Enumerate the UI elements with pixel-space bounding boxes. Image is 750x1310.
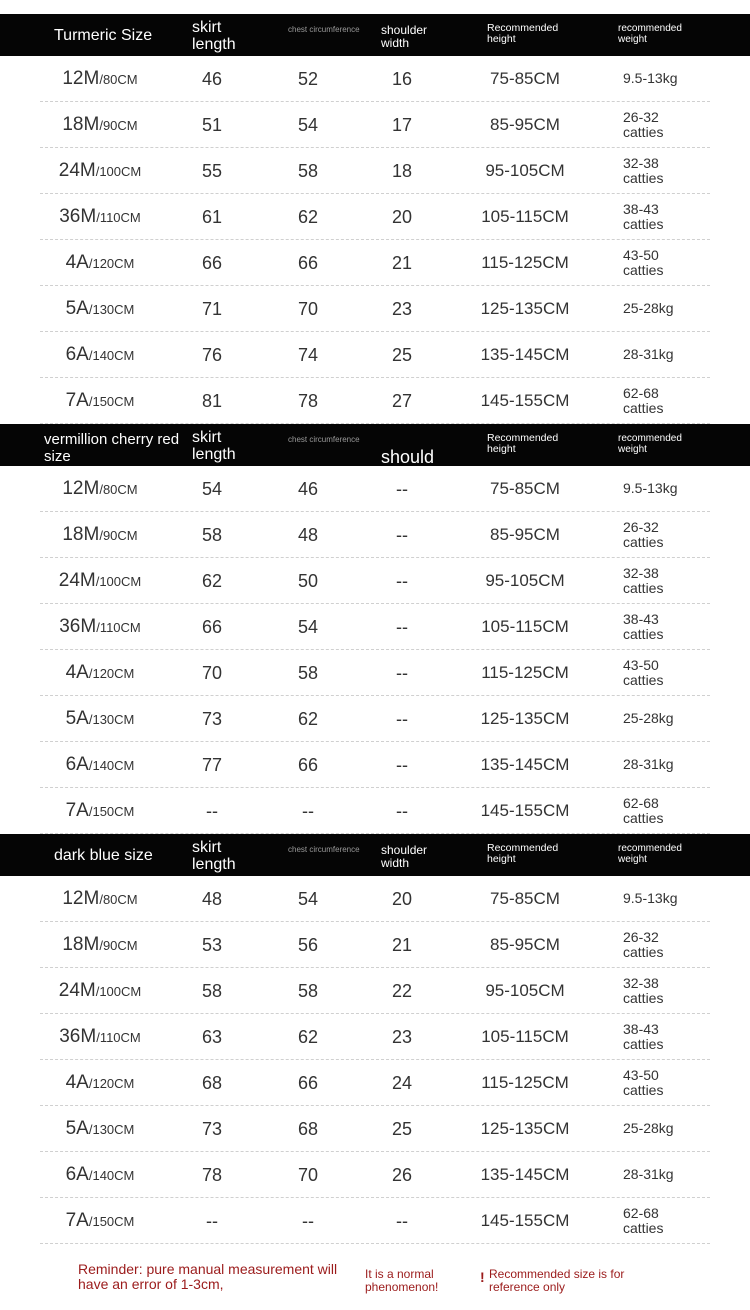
header-chest: chest circumference bbox=[288, 845, 360, 854]
chest-cell: 50 bbox=[297, 570, 319, 591]
size-label: 24M bbox=[58, 980, 96, 1001]
size-cell bbox=[20, 650, 180, 696]
size-label: 12M bbox=[62, 888, 100, 909]
weight-value: 43-50 catties bbox=[623, 1066, 664, 1098]
size-cell bbox=[20, 512, 180, 558]
weight-cell bbox=[623, 512, 733, 558]
skirt-length-cell: 77 bbox=[201, 754, 223, 775]
chest-cell: 62 bbox=[297, 206, 319, 227]
shoulder-cell: 20 bbox=[391, 206, 413, 227]
size-cm: /80CM bbox=[99, 891, 138, 907]
weight-value: 38-43 catties bbox=[623, 610, 664, 642]
header-skirt-length: skirt length bbox=[192, 839, 236, 873]
weight-value: 43-50 catties bbox=[623, 656, 664, 688]
table-row bbox=[0, 1060, 750, 1106]
normal-phenomenon-text: It is a normal phenomenon! bbox=[365, 1267, 439, 1295]
size-cell bbox=[20, 1198, 180, 1244]
size-cm: /110CM bbox=[96, 619, 141, 635]
table-row bbox=[0, 1198, 750, 1244]
height-cell: 75-85CM bbox=[490, 479, 560, 498]
chest-cell: 58 bbox=[297, 662, 319, 683]
size-label: 18M bbox=[62, 934, 100, 955]
chest-cell: 62 bbox=[297, 1026, 319, 1047]
weight-cell bbox=[623, 922, 733, 968]
size-label: 4A bbox=[65, 662, 89, 683]
chest-cell: 68 bbox=[297, 1118, 319, 1139]
height-cell: 115-125CM bbox=[481, 253, 569, 272]
table-row bbox=[0, 56, 750, 102]
shoulder-cell: -- bbox=[396, 800, 408, 821]
height-cell: 135-145CM bbox=[480, 1165, 570, 1184]
shoulder-cell: 17 bbox=[391, 114, 413, 135]
height-cell: 135-145CM bbox=[480, 755, 570, 774]
shoulder-cell: 16 bbox=[391, 68, 413, 89]
size-label: 5A bbox=[65, 708, 89, 729]
skirt-length-cell: 58 bbox=[201, 524, 223, 545]
chest-cell: 54 bbox=[297, 616, 319, 637]
chest-cell: 54 bbox=[297, 888, 319, 909]
size-cm: /130CM bbox=[88, 301, 135, 317]
size-cell bbox=[20, 788, 180, 834]
weight-value: 9.5-13kg bbox=[623, 70, 678, 87]
size-cm: /110CM bbox=[96, 1029, 141, 1045]
skirt-length-cell: -- bbox=[206, 1210, 218, 1231]
weight-cell bbox=[623, 286, 733, 332]
skirt-length-cell: 61 bbox=[201, 206, 223, 227]
skirt-length-cell: 78 bbox=[201, 1164, 223, 1185]
size-cell bbox=[20, 56, 180, 102]
size-cm: /80CM bbox=[99, 71, 138, 87]
size-table-vermillion bbox=[0, 424, 750, 834]
weight-value: 25-28kg bbox=[623, 300, 674, 317]
size-label: 4A bbox=[65, 1072, 89, 1093]
header-weight: recommended weight bbox=[618, 433, 682, 455]
shoulder-cell: 24 bbox=[391, 1072, 413, 1093]
shoulder-cell: 21 bbox=[391, 934, 413, 955]
height-cell: 75-85CM bbox=[490, 889, 560, 908]
size-label: 24M bbox=[58, 570, 96, 591]
shoulder-cell: 21 bbox=[391, 252, 413, 273]
skirt-length-cell: 73 bbox=[201, 708, 223, 729]
table-header bbox=[0, 14, 750, 56]
weight-value: 25-28kg bbox=[623, 710, 674, 727]
size-cell bbox=[20, 1152, 180, 1198]
weight-value: 28-31kg bbox=[623, 346, 674, 363]
size-label: 36M bbox=[59, 616, 97, 637]
table-body bbox=[0, 466, 750, 834]
weight-cell bbox=[623, 378, 733, 424]
chest-cell: 66 bbox=[297, 252, 319, 273]
footer-note bbox=[0, 1258, 750, 1310]
size-cell bbox=[20, 332, 180, 378]
weight-value: 28-31kg bbox=[623, 756, 674, 773]
shoulder-cell: 27 bbox=[391, 390, 413, 411]
header-size: vermillion cherry red size bbox=[44, 431, 180, 465]
weight-value: 26-32 catties bbox=[623, 928, 664, 960]
shoulder-cell: 22 bbox=[391, 980, 413, 1001]
weight-cell bbox=[623, 332, 733, 378]
size-cm: /150CM bbox=[88, 393, 135, 409]
size-cell bbox=[20, 968, 180, 1014]
size-label: 7A bbox=[65, 800, 89, 821]
weight-cell bbox=[623, 650, 733, 696]
table-header bbox=[0, 424, 750, 466]
weight-cell bbox=[623, 148, 733, 194]
height-cell: 125-135CM bbox=[480, 709, 570, 728]
shoulder-cell: 25 bbox=[391, 1118, 413, 1139]
size-cm: /140CM bbox=[88, 757, 135, 773]
header-height: Recommended height bbox=[487, 22, 559, 46]
chest-cell: 78 bbox=[297, 390, 319, 411]
weight-cell bbox=[623, 1152, 733, 1198]
height-cell: 125-135CM bbox=[480, 299, 570, 318]
size-label: 5A bbox=[65, 298, 89, 319]
size-label: 6A bbox=[65, 1164, 89, 1185]
header-size: Turmeric Size bbox=[54, 27, 153, 44]
chest-cell: 70 bbox=[297, 298, 319, 319]
table-body bbox=[0, 876, 750, 1244]
size-cm: /150CM bbox=[88, 1213, 135, 1229]
shoulder-cell: -- bbox=[396, 708, 408, 729]
weight-cell bbox=[623, 56, 733, 102]
size-cm: /100CM bbox=[95, 163, 142, 179]
header-chest: chest circumference bbox=[288, 435, 360, 444]
shoulder-cell: -- bbox=[396, 662, 408, 683]
weight-cell bbox=[623, 788, 733, 834]
weight-value: 62-68 catties bbox=[623, 794, 664, 826]
weight-value: 28-31kg bbox=[623, 1166, 674, 1183]
chest-cell: -- bbox=[302, 800, 314, 821]
table-row bbox=[0, 558, 750, 604]
weight-value: 62-68 catties bbox=[623, 1204, 664, 1236]
size-label: 7A bbox=[65, 390, 89, 411]
skirt-length-cell: 76 bbox=[201, 344, 223, 365]
size-cm: /140CM bbox=[88, 347, 135, 363]
chest-cell: 62 bbox=[297, 708, 319, 729]
table-row bbox=[0, 148, 750, 194]
chest-cell: 54 bbox=[297, 114, 319, 135]
header-skirt-length: skirt length bbox=[192, 429, 236, 463]
chest-cell: 70 bbox=[297, 1164, 319, 1185]
weight-cell bbox=[623, 876, 733, 922]
size-cell bbox=[20, 378, 180, 424]
weight-cell bbox=[623, 1014, 733, 1060]
skirt-length-cell: -- bbox=[206, 800, 218, 821]
height-cell: 95-105CM bbox=[485, 981, 565, 1000]
size-cm: /100CM bbox=[95, 983, 142, 999]
shoulder-cell: 25 bbox=[391, 344, 413, 365]
size-cell bbox=[20, 876, 180, 922]
shoulder-cell: 23 bbox=[391, 298, 413, 319]
size-cm: /90CM bbox=[99, 937, 138, 953]
height-cell: 95-105CM bbox=[485, 571, 565, 590]
skirt-length-cell: 71 bbox=[201, 298, 223, 319]
size-cell bbox=[20, 696, 180, 742]
height-cell: 125-135CM bbox=[480, 1119, 570, 1138]
size-cm: /120CM bbox=[88, 665, 135, 681]
height-cell: 115-125CM bbox=[481, 663, 569, 682]
table-row bbox=[0, 286, 750, 332]
skirt-length-cell: 73 bbox=[201, 1118, 223, 1139]
shoulder-cell: -- bbox=[396, 524, 408, 545]
skirt-length-cell: 48 bbox=[201, 888, 223, 909]
reminder-text: Reminder: pure manual measurement will have an error of 1-3cm, bbox=[78, 1261, 338, 1293]
height-cell: 115-125CM bbox=[481, 1073, 569, 1092]
size-label: 12M bbox=[62, 478, 100, 499]
skirt-length-cell: 63 bbox=[201, 1026, 223, 1047]
weight-cell bbox=[623, 696, 733, 742]
table-row bbox=[0, 876, 750, 922]
size-label: 5A bbox=[65, 1118, 89, 1139]
chest-cell: 66 bbox=[297, 754, 319, 775]
weight-cell bbox=[623, 968, 733, 1014]
table-row bbox=[0, 650, 750, 696]
shoulder-cell: -- bbox=[396, 616, 408, 637]
size-cm: /130CM bbox=[88, 711, 135, 727]
size-cell bbox=[20, 102, 180, 148]
table-row bbox=[0, 922, 750, 968]
size-label: 36M bbox=[59, 1026, 97, 1047]
size-cell bbox=[20, 1106, 180, 1152]
weight-value: 9.5-13kg bbox=[623, 890, 678, 907]
weight-value: 38-43 catties bbox=[623, 200, 664, 232]
size-cm: /130CM bbox=[88, 1121, 135, 1137]
skirt-length-cell: 58 bbox=[201, 980, 223, 1001]
size-cell bbox=[20, 286, 180, 332]
size-cm: /140CM bbox=[88, 1167, 135, 1183]
size-cm: /90CM bbox=[99, 117, 138, 133]
chest-cell: 52 bbox=[297, 68, 319, 89]
size-table-dark-blue bbox=[0, 834, 750, 1244]
size-table-turmeric bbox=[0, 14, 750, 424]
size-cell bbox=[20, 466, 180, 512]
chest-cell: 58 bbox=[297, 980, 319, 1001]
size-label: 18M bbox=[62, 524, 100, 545]
height-cell: 105-115CM bbox=[481, 617, 569, 636]
size-cm: /120CM bbox=[88, 255, 135, 271]
weight-cell bbox=[623, 466, 733, 512]
header-size: dark blue size bbox=[54, 847, 153, 864]
exclamation-icon: ! bbox=[480, 1269, 485, 1285]
size-label: 18M bbox=[62, 114, 100, 135]
size-cm: /110CM bbox=[96, 209, 141, 225]
shoulder-cell: -- bbox=[396, 478, 408, 499]
chest-cell: 66 bbox=[297, 1072, 319, 1093]
table-row bbox=[0, 102, 750, 148]
chest-cell: 74 bbox=[297, 344, 319, 365]
weight-value: 38-43 catties bbox=[623, 1020, 664, 1052]
header-skirt-length: skirt length bbox=[192, 19, 236, 53]
table-row bbox=[0, 378, 750, 424]
size-cell bbox=[20, 558, 180, 604]
size-label: 4A bbox=[65, 252, 89, 273]
header-height: Recommended height bbox=[487, 432, 559, 456]
size-cm: /100CM bbox=[95, 573, 142, 589]
height-cell: 145-155CM bbox=[480, 801, 570, 820]
table-row bbox=[0, 696, 750, 742]
table-row bbox=[0, 1106, 750, 1152]
table-row bbox=[0, 742, 750, 788]
size-cell bbox=[20, 1060, 180, 1106]
size-label: 24M bbox=[58, 160, 96, 181]
weight-cell bbox=[623, 558, 733, 604]
size-label: 6A bbox=[65, 754, 89, 775]
height-cell: 135-145CM bbox=[480, 345, 570, 364]
table-row bbox=[0, 194, 750, 240]
table-row bbox=[0, 332, 750, 378]
size-cm: /150CM bbox=[88, 803, 135, 819]
table-row bbox=[0, 788, 750, 834]
reference-text: Recommended size is for reference only bbox=[489, 1267, 625, 1295]
weight-value: 26-32 catties bbox=[623, 108, 664, 140]
table-row bbox=[0, 240, 750, 286]
skirt-length-cell: 46 bbox=[201, 68, 223, 89]
shoulder-cell: 20 bbox=[391, 888, 413, 909]
shoulder-cell: 18 bbox=[391, 160, 413, 181]
header-shoulder: should bbox=[381, 447, 435, 467]
weight-cell bbox=[623, 1198, 733, 1244]
header-shoulder: shoulder width bbox=[381, 23, 428, 50]
weight-cell bbox=[623, 1106, 733, 1152]
size-cell bbox=[20, 742, 180, 788]
skirt-length-cell: 70 bbox=[201, 662, 223, 683]
header-chest: chest circumference bbox=[288, 25, 360, 34]
chest-cell: 56 bbox=[297, 934, 319, 955]
height-cell: 145-155CM bbox=[480, 1211, 570, 1230]
weight-cell bbox=[623, 604, 733, 650]
shoulder-cell: -- bbox=[396, 1210, 408, 1231]
size-label: 36M bbox=[59, 206, 97, 227]
weight-value: 25-28kg bbox=[623, 1120, 674, 1137]
size-cell bbox=[20, 1014, 180, 1060]
table-row bbox=[0, 466, 750, 512]
size-label: 12M bbox=[62, 68, 100, 89]
table-row bbox=[0, 512, 750, 558]
table-header bbox=[0, 834, 750, 876]
chest-cell: -- bbox=[302, 1210, 314, 1231]
height-cell: 105-115CM bbox=[481, 1027, 569, 1046]
weight-value: 32-38 catties bbox=[623, 564, 664, 596]
size-label: 6A bbox=[65, 344, 89, 365]
height-cell: 95-105CM bbox=[485, 161, 565, 180]
height-cell: 75-85CM bbox=[490, 69, 560, 88]
weight-cell bbox=[623, 1060, 733, 1106]
weight-cell bbox=[623, 742, 733, 788]
weight-cell bbox=[623, 240, 733, 286]
skirt-length-cell: 66 bbox=[201, 616, 223, 637]
shoulder-cell: -- bbox=[396, 754, 408, 775]
size-cm: /80CM bbox=[99, 481, 138, 497]
size-cell bbox=[20, 240, 180, 286]
size-cm: /90CM bbox=[99, 527, 138, 543]
skirt-length-cell: 51 bbox=[201, 114, 223, 135]
header-height: Recommended height bbox=[487, 842, 559, 866]
size-cell bbox=[20, 604, 180, 650]
skirt-length-cell: 68 bbox=[201, 1072, 223, 1093]
weight-cell bbox=[623, 102, 733, 148]
skirt-length-cell: 55 bbox=[201, 160, 223, 181]
size-cell bbox=[20, 148, 180, 194]
table-row bbox=[0, 1152, 750, 1198]
weight-value: 26-32 catties bbox=[623, 518, 664, 550]
weight-value: 9.5-13kg bbox=[623, 480, 678, 497]
chest-cell: 46 bbox=[297, 478, 319, 499]
header-shoulder: shoulder width bbox=[381, 843, 428, 870]
weight-value: 32-38 catties bbox=[623, 974, 664, 1006]
weight-value: 62-68 catties bbox=[623, 384, 664, 416]
skirt-length-cell: 54 bbox=[201, 478, 223, 499]
skirt-length-cell: 62 bbox=[201, 570, 223, 591]
size-cell bbox=[20, 922, 180, 968]
chest-cell: 58 bbox=[297, 160, 319, 181]
weight-value: 43-50 catties bbox=[623, 246, 664, 278]
size-cell bbox=[20, 194, 180, 240]
height-cell: 105-115CM bbox=[481, 207, 569, 226]
shoulder-cell: 23 bbox=[391, 1026, 413, 1047]
height-cell: 85-95CM bbox=[490, 525, 560, 544]
table-row bbox=[0, 1014, 750, 1060]
skirt-length-cell: 81 bbox=[201, 390, 223, 411]
height-cell: 145-155CM bbox=[480, 391, 570, 410]
skirt-length-cell: 66 bbox=[201, 252, 223, 273]
height-cell: 85-95CM bbox=[490, 115, 560, 134]
weight-value: 32-38 catties bbox=[623, 154, 664, 186]
header-weight: recommended weight bbox=[618, 843, 682, 865]
table-row bbox=[0, 968, 750, 1014]
shoulder-cell: 26 bbox=[391, 1164, 413, 1185]
header-weight: recommended weight bbox=[618, 23, 682, 45]
shoulder-cell: -- bbox=[396, 570, 408, 591]
table-body bbox=[0, 56, 750, 424]
chest-cell: 48 bbox=[297, 524, 319, 545]
skirt-length-cell: 53 bbox=[201, 934, 223, 955]
size-cm: /120CM bbox=[88, 1075, 135, 1091]
weight-cell bbox=[623, 194, 733, 240]
height-cell: 85-95CM bbox=[490, 935, 560, 954]
table-row bbox=[0, 604, 750, 650]
size-label: 7A bbox=[65, 1210, 89, 1231]
